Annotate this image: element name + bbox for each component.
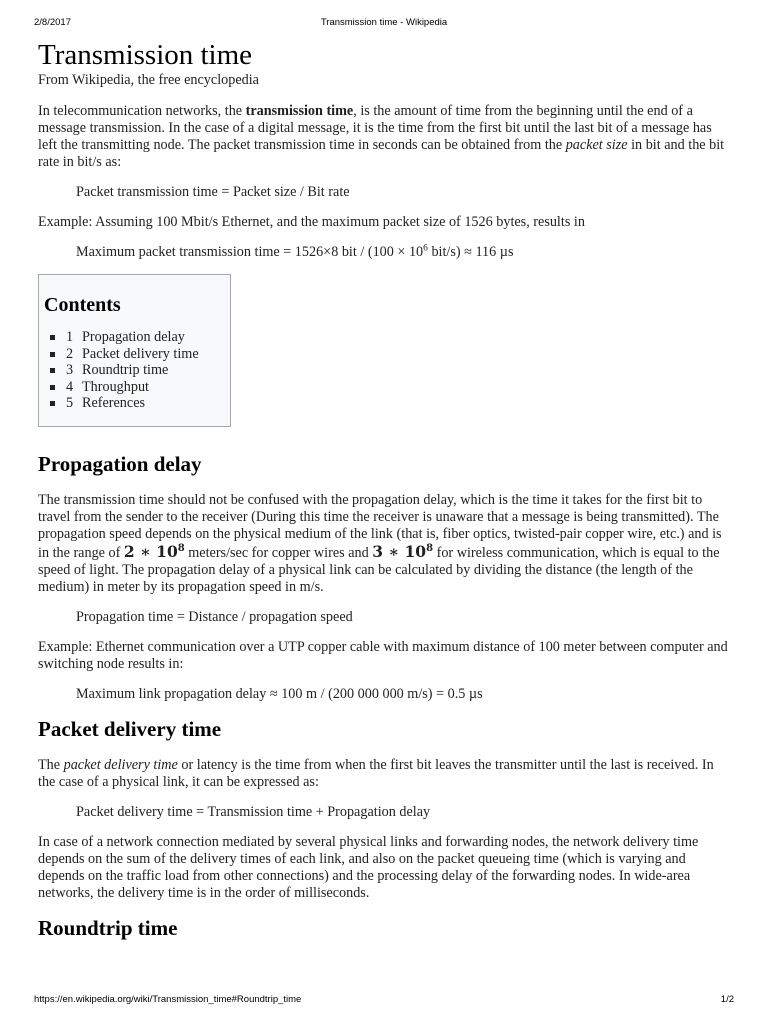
formula-propagation-time: Propagation time = Distance / propagation speed — [76, 608, 353, 625]
formula-max-packet-transmission: Maximum packet transmission time = 1526×8 bit / ($100 \times 10^6$ bit/s) ≈ 116 µs — [76, 243, 514, 260]
toc-item-packet-delivery-time[interactable]: 2 Packet delivery time — [66, 346, 230, 363]
term-transmission-time: transmission time — [245, 103, 354, 119]
formula-max-link-propagation: Maximum link propagation delay ≈ 100 m / (200 000 000 m/s) = 0.5 µs — [76, 685, 483, 702]
heading-roundtrip-time: Roundtrip time — [38, 915, 178, 940]
print-date: 2/8/2017 — [34, 17, 71, 28]
toc-item-references[interactable]: 5 References — [66, 395, 230, 412]
heading-packet-delivery-time: Packet delivery time — [38, 716, 222, 741]
print-footer — [0, 994, 768, 1008]
print-header — [0, 17, 768, 31]
print-page-title: Transmission time - Wikipedia — [320, 17, 448, 28]
term-packet-delivery-time: packet delivery time — [63, 756, 178, 773]
heading-propagation-delay: Propagation delay — [38, 451, 202, 476]
propagation-example: Example: Ethernet communication over a UTP copper cable with maximum distance of 100 meter between computer and switching node results in: — [38, 638, 728, 672]
propagation-paragraph: The transmission time should not be confused with the propagation delay, which is the time it takes for the first bit to travel from the sender to the receiver (During this time the receiver is unaware that a message is being transmitted). The propagation speed depends on the physical medium of the link (that is, fiber optics, twisted-pair copper wire, etc.) and is in the range of 2 ∗ $10^8$ meters/sec for copper wires and 3 ∗ $10^8$ for wireless communication, which is equal to the speed of light. The propagation delay of a physical link can be calculated by dividing the distance (the length of the medium) in meter by its propagation speed in m/s. — [38, 491, 722, 595]
toc-list — [44, 329, 230, 412]
article-content — [38, 38, 730, 956]
delivery-network-paragraph: In case of a network connection mediated by several physical links and forwarding nodes, the network delivery time depends on the sum of the delivery times of each link, and also on the packet queueing time (which is varying and depends on the traffic load from other connections) and the processing delay of the forwarding nodes. In wide-area networks, the delivery time is in the order of milliseconds. — [38, 833, 699, 901]
math-wireless-speed: 3 ∗ $10^8$ — [372, 541, 434, 561]
intro-paragraph: In telecommunication networks, the transmission time, is the amount of time from the beginning until the end of a message transmission. In the case of a digital message, it is the time from the first bit until the last bit of a message has left the transmitting node. The packet transmission time in seconds can be obtained from the packet size in bit and the bit rate in bit/s as: — [38, 103, 725, 170]
formula-packet-delivery-time: Packet delivery time = Transmission time + Propagation delay — [76, 803, 431, 820]
toc-item-throughput[interactable]: 4 Throughput — [66, 379, 230, 396]
print-url: https://en.wikipedia.org/wiki/Transmission_time#Roundtrip_time — [34, 994, 302, 1005]
page-title: Transmission time — [38, 39, 253, 71]
print-page-number: 1/2 — [720, 994, 734, 1005]
term-packet-size: packet size — [565, 137, 628, 153]
table-of-contents — [38, 274, 231, 427]
toc-title: Contents — [44, 294, 121, 316]
math-copper-speed: 2 ∗ $10^8$ — [123, 541, 185, 561]
example-paragraph: Example: Assuming 100 Mbit/s Ethernet, and the maximum packet size of 1526 bytes, results in — [38, 214, 585, 230]
toc-item-roundtrip-time[interactable]: 3 Roundtrip time — [66, 362, 230, 379]
page-subtitle: From Wikipedia, the free encyclopedia — [38, 72, 259, 88]
toc-item-propagation-delay[interactable]: 1 Propagation delay — [66, 329, 230, 346]
delivery-paragraph: The packet delivery time or latency is the time from when the first bit leaves the transmitter until the last is received. In the case of a physical link, it can be expressed as: — [38, 756, 714, 790]
formula-packet-transmission: Packet transmission time = Packet size / Bit rate — [76, 184, 350, 200]
